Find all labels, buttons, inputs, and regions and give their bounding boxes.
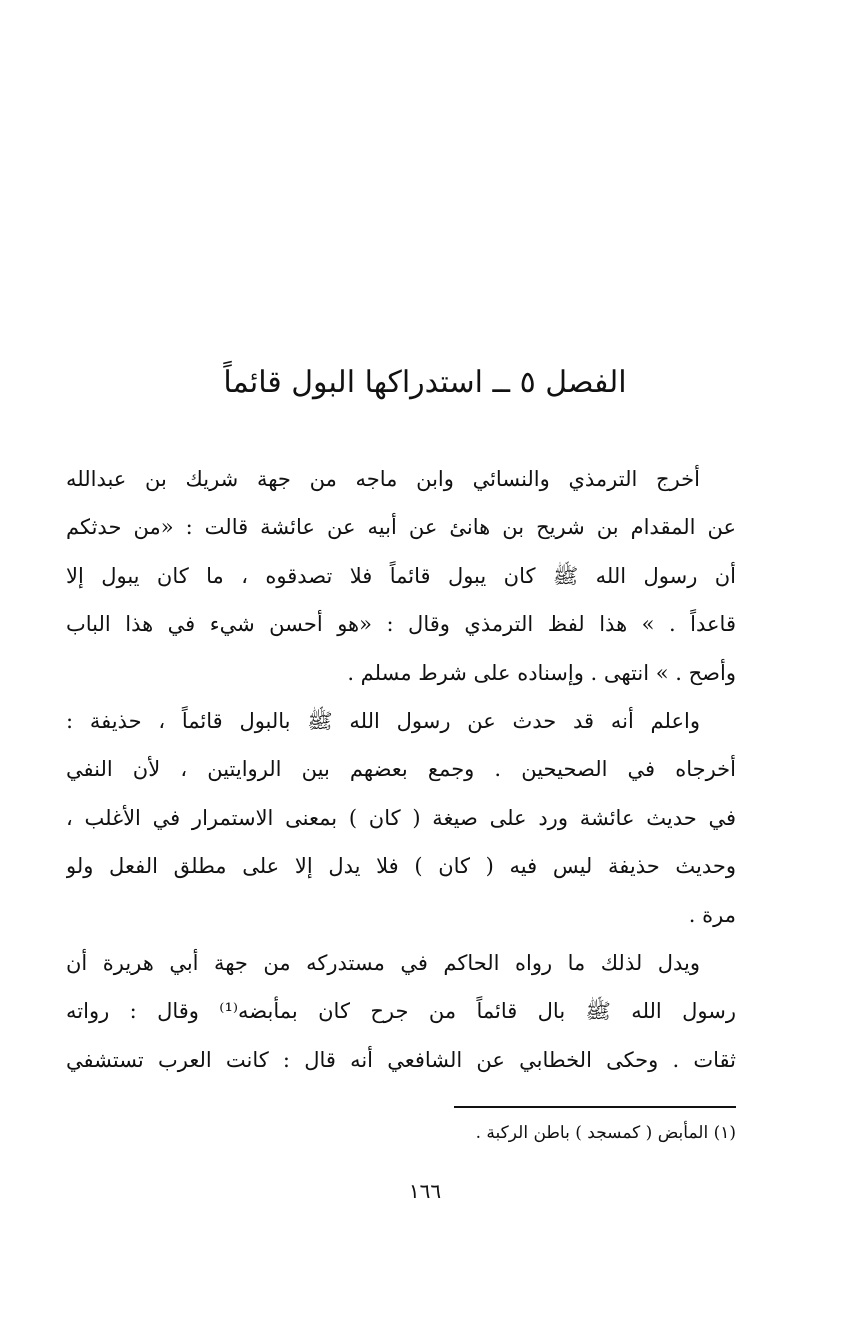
text-line: مرة . [688, 902, 736, 927]
text-line: وحديث حذيفة ليس فيه ( كان ) فلا يدل إلا على مطلق الفعل ولو [66, 854, 736, 879]
text-line: ويدل لذلك ما رواه الحاكم في مستدركه من جهة أبي هريرة أن [66, 950, 700, 975]
text-line: واعلم أنه قد حدث عن رسول الله ﷺ بالبول قائماً ، حذيفة : [66, 708, 700, 733]
text-line: أخرجاه في الصحيحين . وجمع بعضهم بين الروايتين ، لأن النفي [66, 757, 736, 782]
text-line: وأصح . » انتهى . وإسناده على شرط مسلم . [347, 660, 736, 685]
text-line: عن المقدام بن شريح بن هانئ عن أبيه عن عائشة قالت : «من حدثكم [66, 515, 736, 540]
page-number: ١٦٦ [408, 1179, 442, 1203]
text-line: أن رسول الله ﷺ كان يبول قائماً فلا تصدقوه ، ما كان يبول إلا [66, 563, 736, 588]
text-line: في حديث عائشة ورد على صيغة ( كان ) بمعنى الاستمرار في الأغلب ، [66, 805, 736, 830]
chapter-title: الفصل ٥ ــ استدراكها البول قائماً [223, 365, 627, 400]
text-line: رسول الله ﷺ بال قائماً من جرح كان بمأبضه⁽¹⁾ وقال : رواته [66, 999, 736, 1024]
body-text [66, 455, 736, 1084]
footnote: (١) المأبض ( كمسجد ) باطن الركبة . [475, 1123, 736, 1143]
text-line: ثقات . وحكى الخطابي عن الشافعي أنه قال : كانت العرب تستشفي [66, 1047, 736, 1072]
text-line: قاعداً . » هذا لفظ الترمذي وقال : «هو أحسن شيء في هذا الباب [66, 612, 736, 637]
text-line: أخرج الترمذي والنسائي وابن ماجه من جهة شريك بن عبدالله [66, 467, 700, 491]
footnote-separator [454, 1106, 736, 1108]
